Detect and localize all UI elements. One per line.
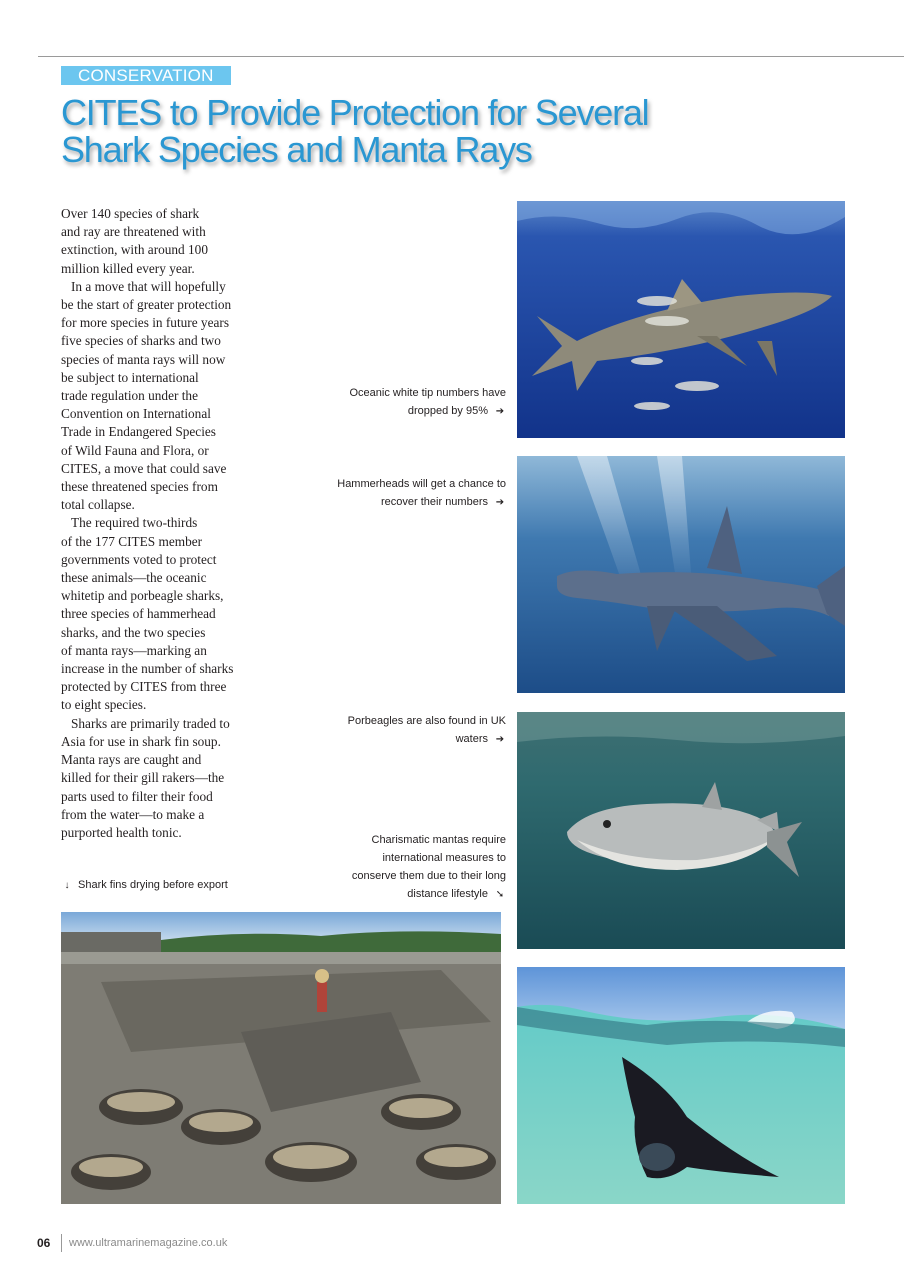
article-title-line-1: CITES to Provide Protection for Several xyxy=(61,92,649,133)
shark-fins-image xyxy=(61,912,501,1204)
arrow-right-icon: ➔ xyxy=(495,497,505,508)
site-url[interactable]: www.ultramarinemagazine.co.uk xyxy=(69,1237,228,1249)
arrow-right-icon: ➔ xyxy=(495,406,505,417)
photo-hammerhead xyxy=(517,456,845,693)
arrow-right-icon: ➔ xyxy=(495,734,505,745)
caption-fins: ↓ Shark fins drying before export xyxy=(61,876,281,895)
body-paragraph-3: The required two-thirds of the 177 CITES member governments voted to protect these animals—the oceanic whitetip and porbeagle sharks, three species of hammerhead sharks, and the two species of manta rays—marking an increase in the number of sharks protected by CITES from three to eight species. xyxy=(61,515,234,713)
article-title xyxy=(61,94,861,168)
article-title-line-2: Shark Species and Manta Rays xyxy=(61,129,532,170)
photo-oceanic-whitetip xyxy=(517,201,845,438)
oceanic-whitetip-image xyxy=(517,201,845,438)
top-rule xyxy=(38,56,904,57)
footer-divider xyxy=(61,1234,62,1252)
caption-manta: Charismatic mantas require international measures to conserve them due to their long distance lifestyle ➘ xyxy=(320,831,506,904)
arrow-down-right-icon: ➘ xyxy=(495,889,505,900)
caption-whitetip: Oceanic white tip numbers have dropped by 95% ➔ xyxy=(320,384,506,421)
caption-hammerhead: Hammerheads will get a chance to recover their numbers ➔ xyxy=(320,475,506,512)
caption-porbeagle: Porbeagles are also found in UK waters ➔ xyxy=(320,712,506,749)
body-paragraph-2: In a move that will hopefully be the start of greater protection for more species in future years five species of sharks and two species of manta rays will now be subject to international trade regulation under the Convention on International Trade in Endangered Species of Wild Fauna and Flora, or CITES, a move that could save these threatened species from total collapse. xyxy=(61,278,232,513)
photo-manta xyxy=(517,967,845,1204)
photo-porbeagle xyxy=(517,712,845,949)
article-body xyxy=(61,205,261,842)
section-tag: CONSERVATION xyxy=(61,66,231,85)
body-paragraph-1: Over 140 species of shark and ray are threatened with extinction, with around 100 million killed every year. xyxy=(61,206,208,276)
body-paragraph-4: Sharks are primarily traded to Asia for use in shark fin soup. Manta rays are caught and killed for their gill rakers—the parts used to filter their food from the water—to make a purported health tonic. xyxy=(61,715,230,840)
porbeagle-image xyxy=(517,712,845,949)
photo-shark-fins xyxy=(61,912,501,1204)
arrow-down-icon: ↓ xyxy=(64,880,70,891)
page-number: 06 xyxy=(37,1236,51,1250)
hammerhead-image xyxy=(517,456,845,693)
manta-image xyxy=(517,967,845,1204)
